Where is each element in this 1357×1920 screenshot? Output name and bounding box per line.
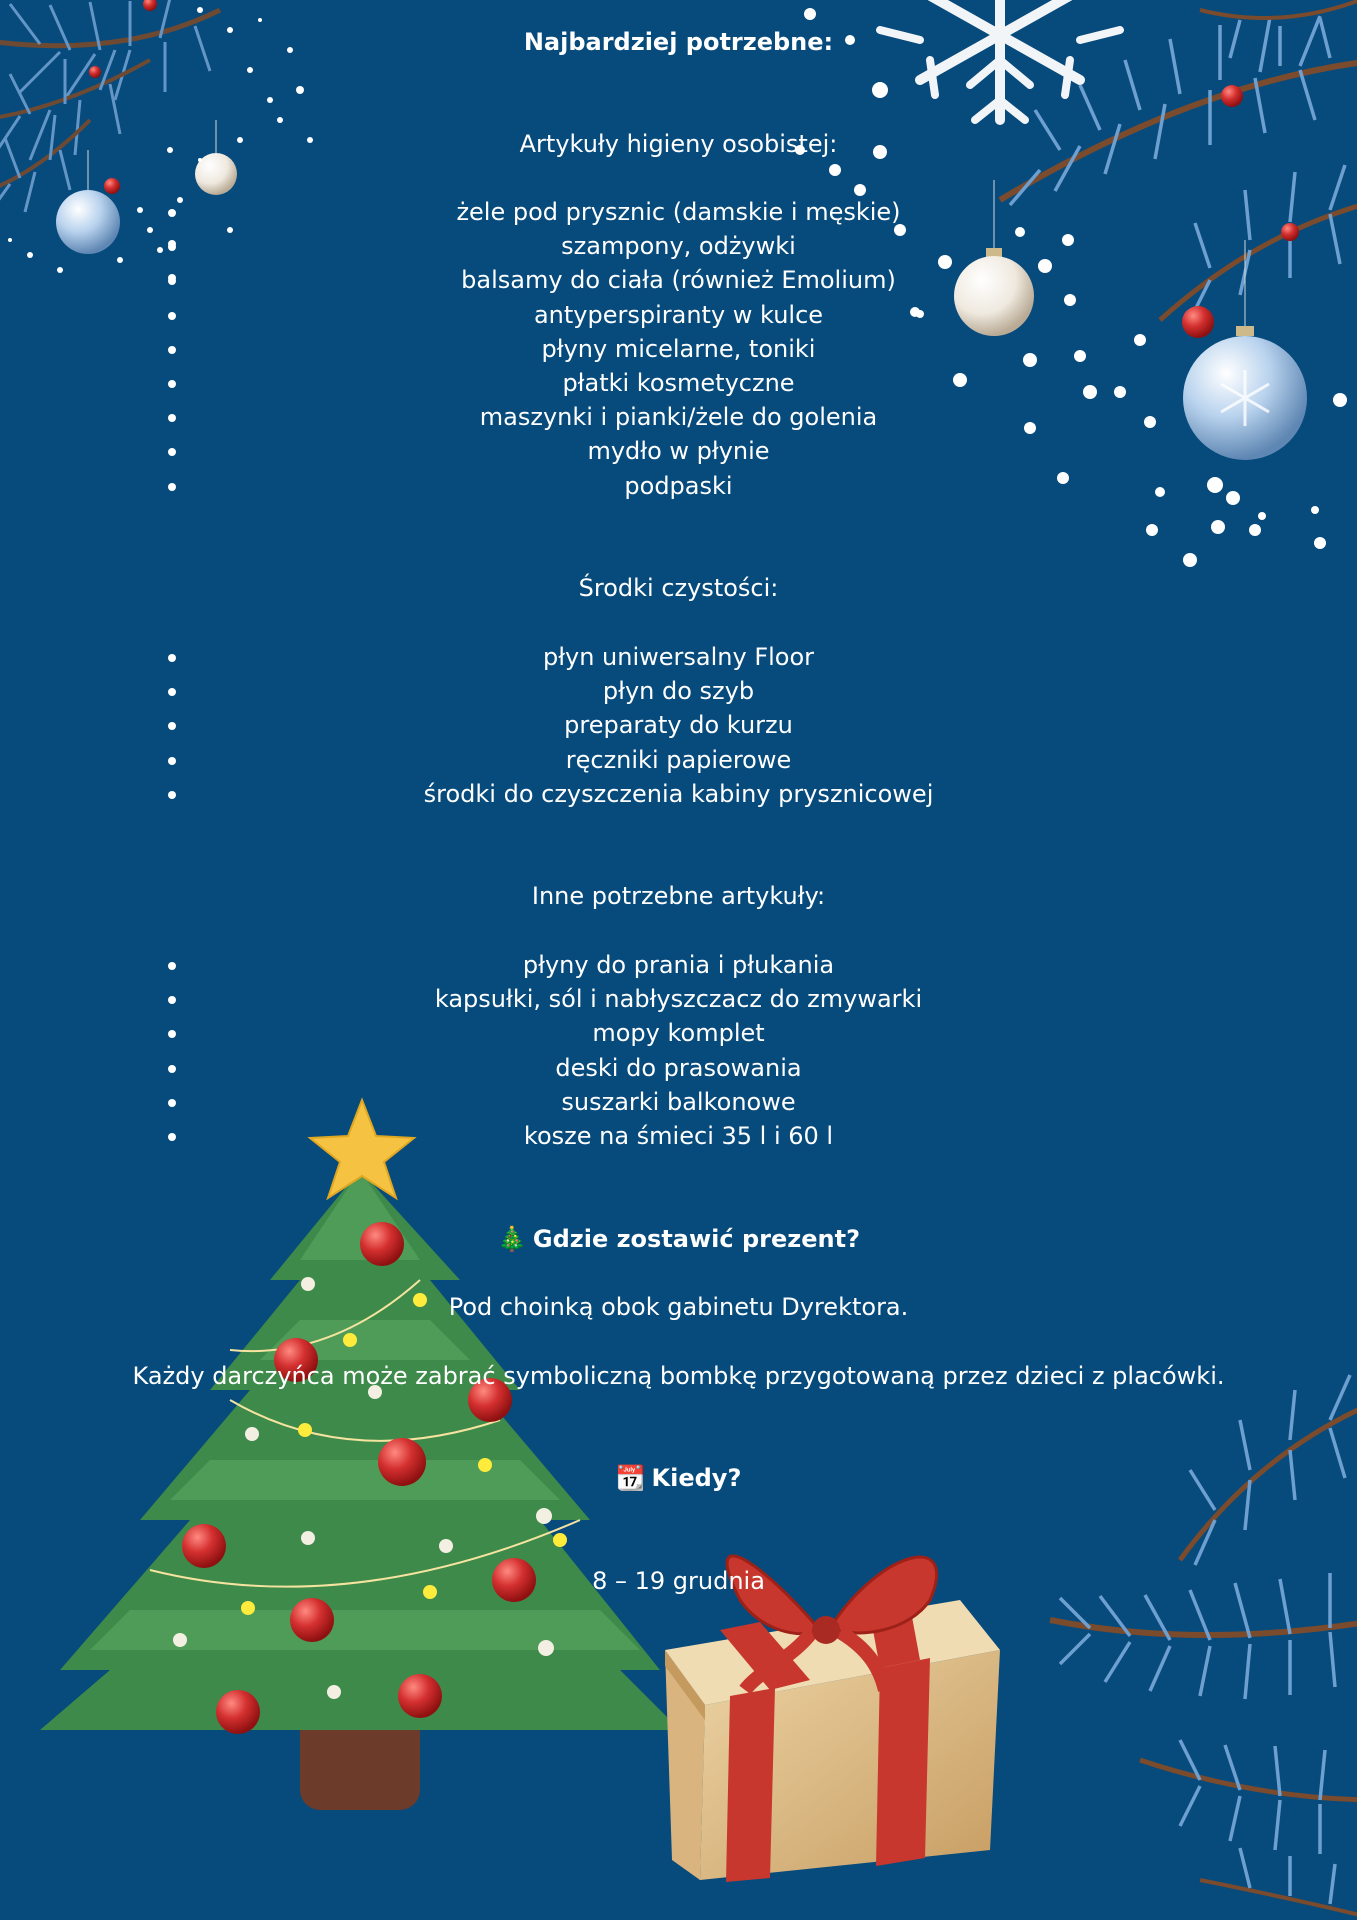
list-item: środki do czyszczenia kabiny prysznicowej xyxy=(0,777,1357,811)
list-item: płyny do prania i płukania xyxy=(0,948,1357,982)
list-item: mopy komplet xyxy=(0,1016,1357,1050)
list-item: balsamy do ciała (również Emolium) xyxy=(0,263,1357,297)
cleaning-list xyxy=(0,640,1357,811)
list-item: żele pod prysznic (damskie i męskie) xyxy=(0,195,1357,229)
calendar-icon: 📆 xyxy=(615,1464,646,1492)
list-item: płatki kosmetyczne xyxy=(0,366,1357,400)
when-heading xyxy=(0,1461,1357,1495)
where-location-text: Pod choinką obok gabinetu Dyrektora. xyxy=(448,1293,909,1321)
list-item: płyn do szyb xyxy=(0,674,1357,708)
where-title: Gdzie zostawić prezent? xyxy=(532,1225,860,1253)
list-item: szampony, odżywki xyxy=(0,229,1357,263)
when-title: Kiedy? xyxy=(651,1464,742,1492)
list-item: antyperspiranty w kulce xyxy=(0,298,1357,332)
when-date: 8 – 19 grudnia xyxy=(592,1567,765,1595)
list-item: płyny micelarne, toniki xyxy=(0,332,1357,366)
cleaning-section-title: Środki czystości: xyxy=(578,574,779,602)
list-item: kosze na śmieci 35 l i 60 l xyxy=(0,1119,1357,1153)
most-needed-heading: Najbardziej potrzebne: xyxy=(523,28,834,56)
hygiene-section-title: Artykuły higieny osobistej: xyxy=(519,130,838,158)
christmas-tree-icon: 🎄 xyxy=(496,1225,527,1253)
list-item: podpaski xyxy=(0,469,1357,503)
list-item: płyn uniwersalny Floor xyxy=(0,640,1357,674)
other-list xyxy=(0,948,1357,1153)
other-section-title: Inne potrzebne artykuły: xyxy=(531,882,826,910)
list-item: preparaty do kurzu xyxy=(0,708,1357,742)
list-item: mydło w płynie xyxy=(0,434,1357,468)
list-item: ręczniki papierowe xyxy=(0,743,1357,777)
hygiene-list xyxy=(0,195,1357,503)
where-bauble-note: Każdy darczyńca może zabrać symboliczną bombkę przygotowaną przez dzieci z placówki. xyxy=(132,1362,1225,1390)
list-item: maszynki i pianki/żele do golenia xyxy=(0,400,1357,434)
where-heading xyxy=(0,1222,1357,1256)
list-item: kapsułki, sól i nabłyszczacz do zmywarki xyxy=(0,982,1357,1016)
list-item: suszarki balkonowe xyxy=(0,1085,1357,1119)
list-item: deski do prasowania xyxy=(0,1051,1357,1085)
